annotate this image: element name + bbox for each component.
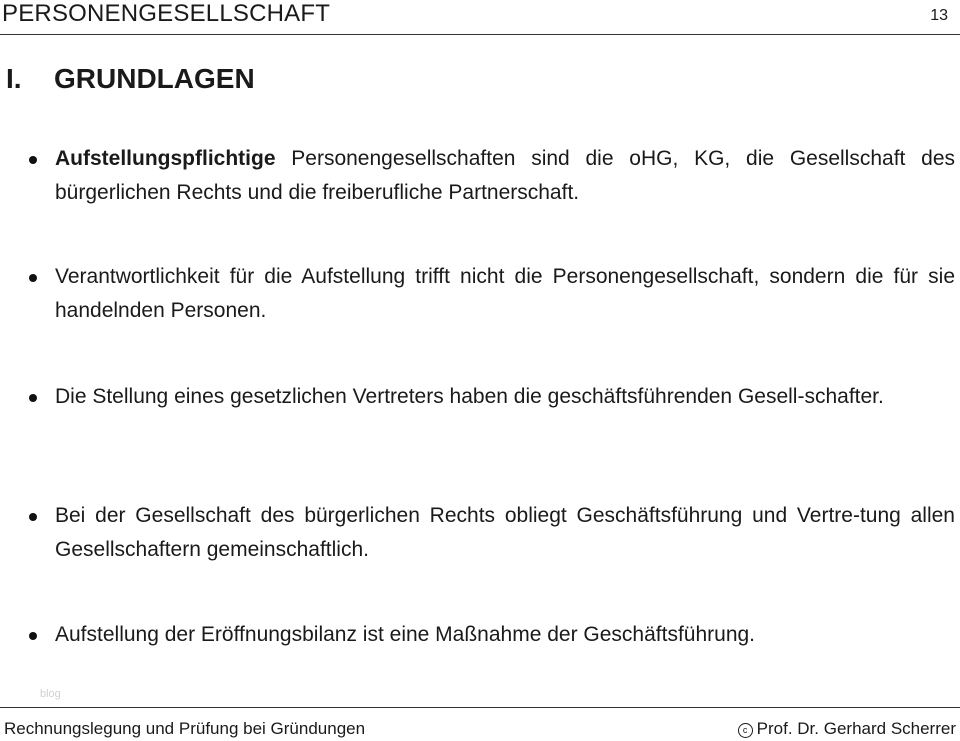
bullet-text: Die Stellung eines gesetzlichen Vertreters haben die geschäftsführenden Gesell-schafter. [55, 385, 884, 408]
copyright-icon: c [738, 723, 753, 738]
footer-author-name: Prof. Dr. Gerhard Scherrer [756, 719, 956, 738]
bullet-item-2 [55, 260, 955, 328]
page-footer [0, 707, 960, 741]
bullet-text: Bei der Gesellschaft des bürgerlichen Rechts obliegt Geschäftsführung und Vertre-tung allen Gesellschaftern gemeinschaftlich. [55, 504, 955, 561]
bullet-icon [29, 513, 37, 521]
bullet-text: Aufstellung der Eröffnungsbilanz ist eine Maßnahme der Geschäftsführung. [55, 623, 756, 646]
bullet-text: Personengesellschaften sind die oHG, KG, die Gesellschaft des bürgerlichen Rechts und die freiberufliche Partnerschaft. [55, 147, 955, 204]
bullet-item-3 [55, 380, 955, 414]
bullet-icon [29, 394, 37, 402]
bullet-item-1 [55, 142, 955, 210]
bullet-icon [29, 274, 37, 282]
bullet-item-5 [55, 618, 955, 652]
section-heading [6, 62, 255, 96]
bullet-icon [29, 632, 37, 640]
section-number: I. [6, 63, 22, 94]
bullet-icon [29, 156, 37, 164]
footer-course-title: Rechnungslegung und Prüfung bei Gründungen [4, 719, 366, 738]
bullet-item-4 [55, 499, 955, 567]
bullet-bold-term: Aufstellungspflichtige [55, 147, 276, 170]
bullet-text: Verantwortlichkeit für die Aufstellung trifft nicht die Personengesellschaft, sondern die für sie handelnden Personen. [55, 265, 955, 322]
page-number: 13 [930, 7, 948, 24]
footer-author [738, 719, 956, 739]
page-header [0, 0, 960, 35]
section-title: GRUNDLAGEN [54, 63, 255, 94]
header-title: PERSONENGESELLSCHAFT [2, 0, 331, 27]
watermark: blog [40, 688, 61, 700]
